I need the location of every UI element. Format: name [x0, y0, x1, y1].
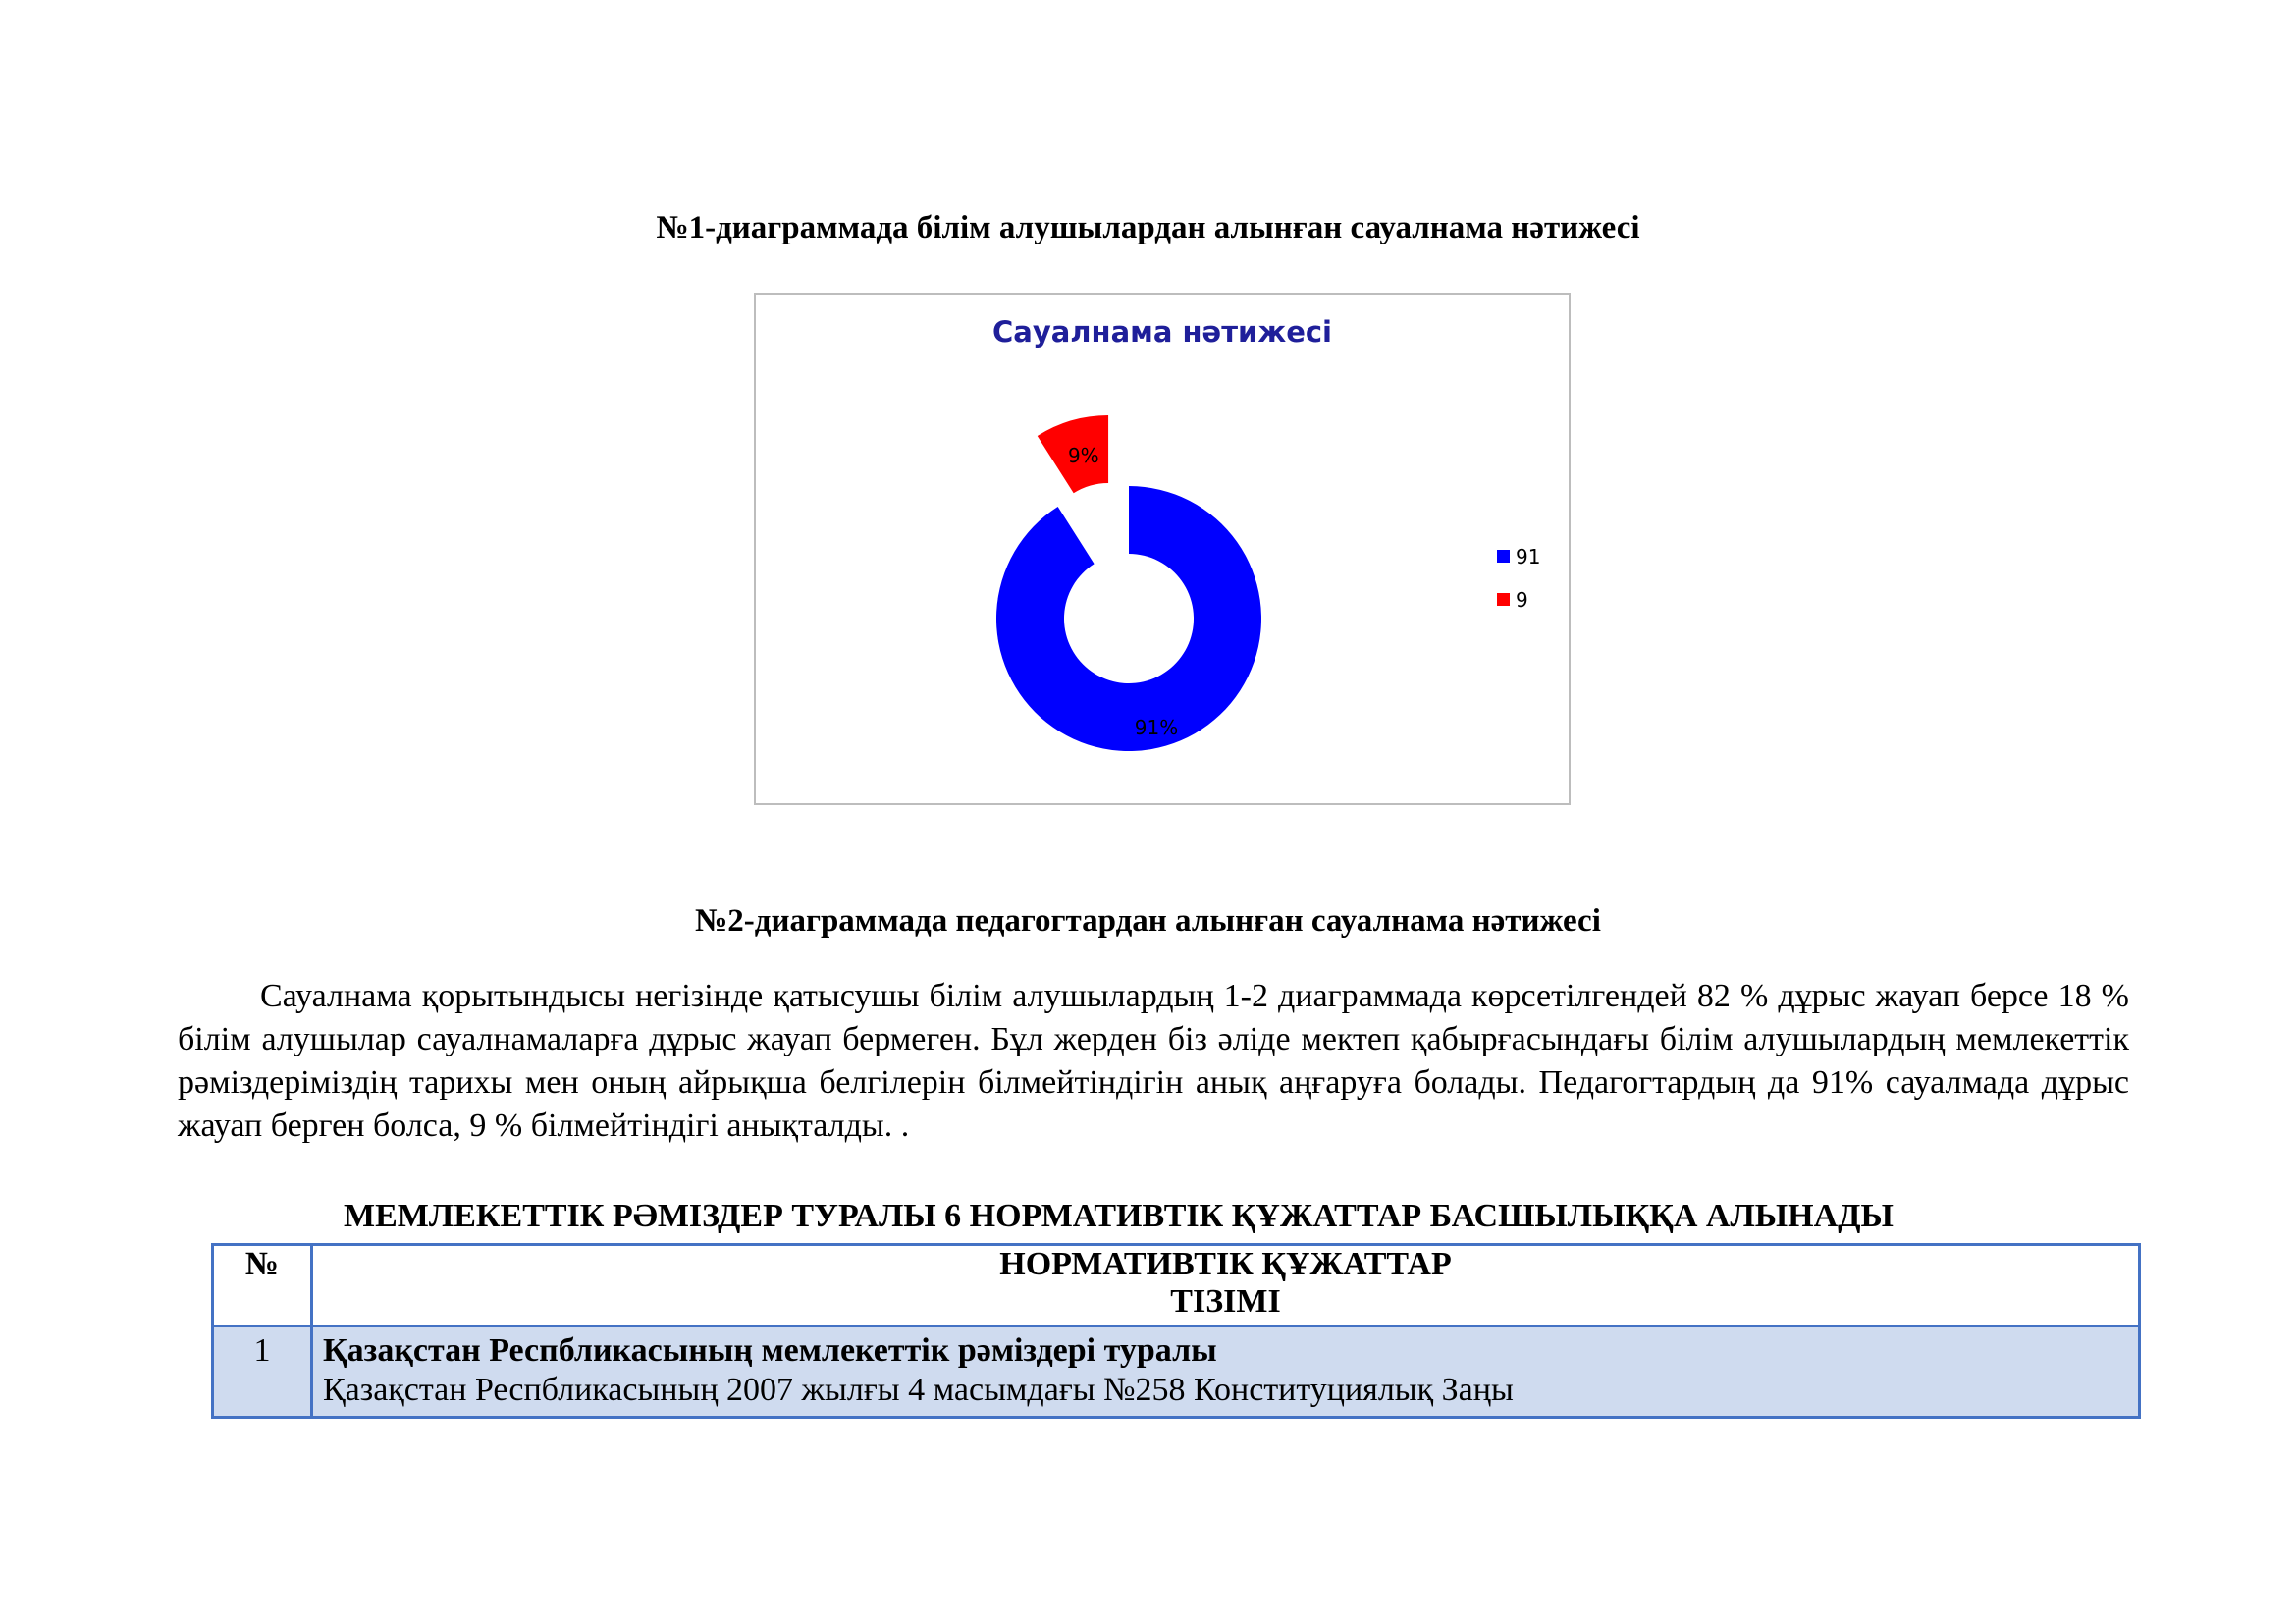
header-number: № [213, 1245, 312, 1326]
data-label-9: 9% [1067, 444, 1099, 468]
header-title [312, 1245, 2140, 1326]
chart-canvas [756, 295, 1569, 803]
doughnut-chart [754, 293, 1571, 805]
legend-swatch-9 [1497, 593, 1510, 606]
table-row [213, 1326, 2140, 1418]
data-label-91: 91% [1134, 716, 1179, 739]
header-title-line1: НОРМАТИВТІК ҚҰЖАТТАР [999, 1246, 1452, 1282]
diagram1-heading: №1-диаграммада білім алушылардан алынған сауалнама нәтижесі [656, 210, 1640, 245]
header-title-line2: ТІЗІМІ [1170, 1283, 1281, 1320]
row-content [312, 1326, 2140, 1418]
diagram2-heading: №2-диаграммада педагогтардан алынған сауалнама нәтижесі [695, 903, 1601, 939]
table-header-row [213, 1245, 2140, 1326]
row-number: 1 [213, 1326, 312, 1418]
documents-list-title: МЕМЛЕКЕТТІК РӘМІЗДЕР ТУРАЛЫ 6 НОРМАТИВТІК ҚҰЖАТТАР БАСШЫЛЫҚҚА АЛЫНАДЫ [344, 1198, 1894, 1234]
summary-paragraph: Сауалнама қорытындысы негізінде қатысушы білім алушылардың 1-2 диаграммада көрсетілгендей 82 % дұрыс жауап берсе 18 % білім алушылар сауалнамаларға дұрыс жауап бермеген. Бұл жерден біз әліде мектеп қабырғасындағы білім алушылардың мемлекеттік рәміздеріміздің тарихы мен оның айрықша белгілерін білмейтіндігін анық аңғаруға болады. Педагогтардың да 91% сауалмада дұрыс жауап берген болса, 9 % білмейтіндігі анықталды. . [178, 978, 2129, 1144]
legend-swatch-91 [1497, 550, 1510, 563]
document-description: Қазақстан Респбликасының 2007 жылғы 4 масымдағы №258 Конституциялық Заңы [323, 1372, 1514, 1408]
legend-label-91: 91 [1516, 545, 1541, 568]
chart-title: Сауалнама нәтижесі [991, 315, 1333, 349]
document-title: Қазақстан Респбликасының мемлекеттік рәміздері туралы [323, 1332, 1217, 1369]
documents-table [211, 1243, 2141, 1419]
legend-label-9: 9 [1516, 588, 1528, 612]
slice-91 [996, 486, 1261, 751]
